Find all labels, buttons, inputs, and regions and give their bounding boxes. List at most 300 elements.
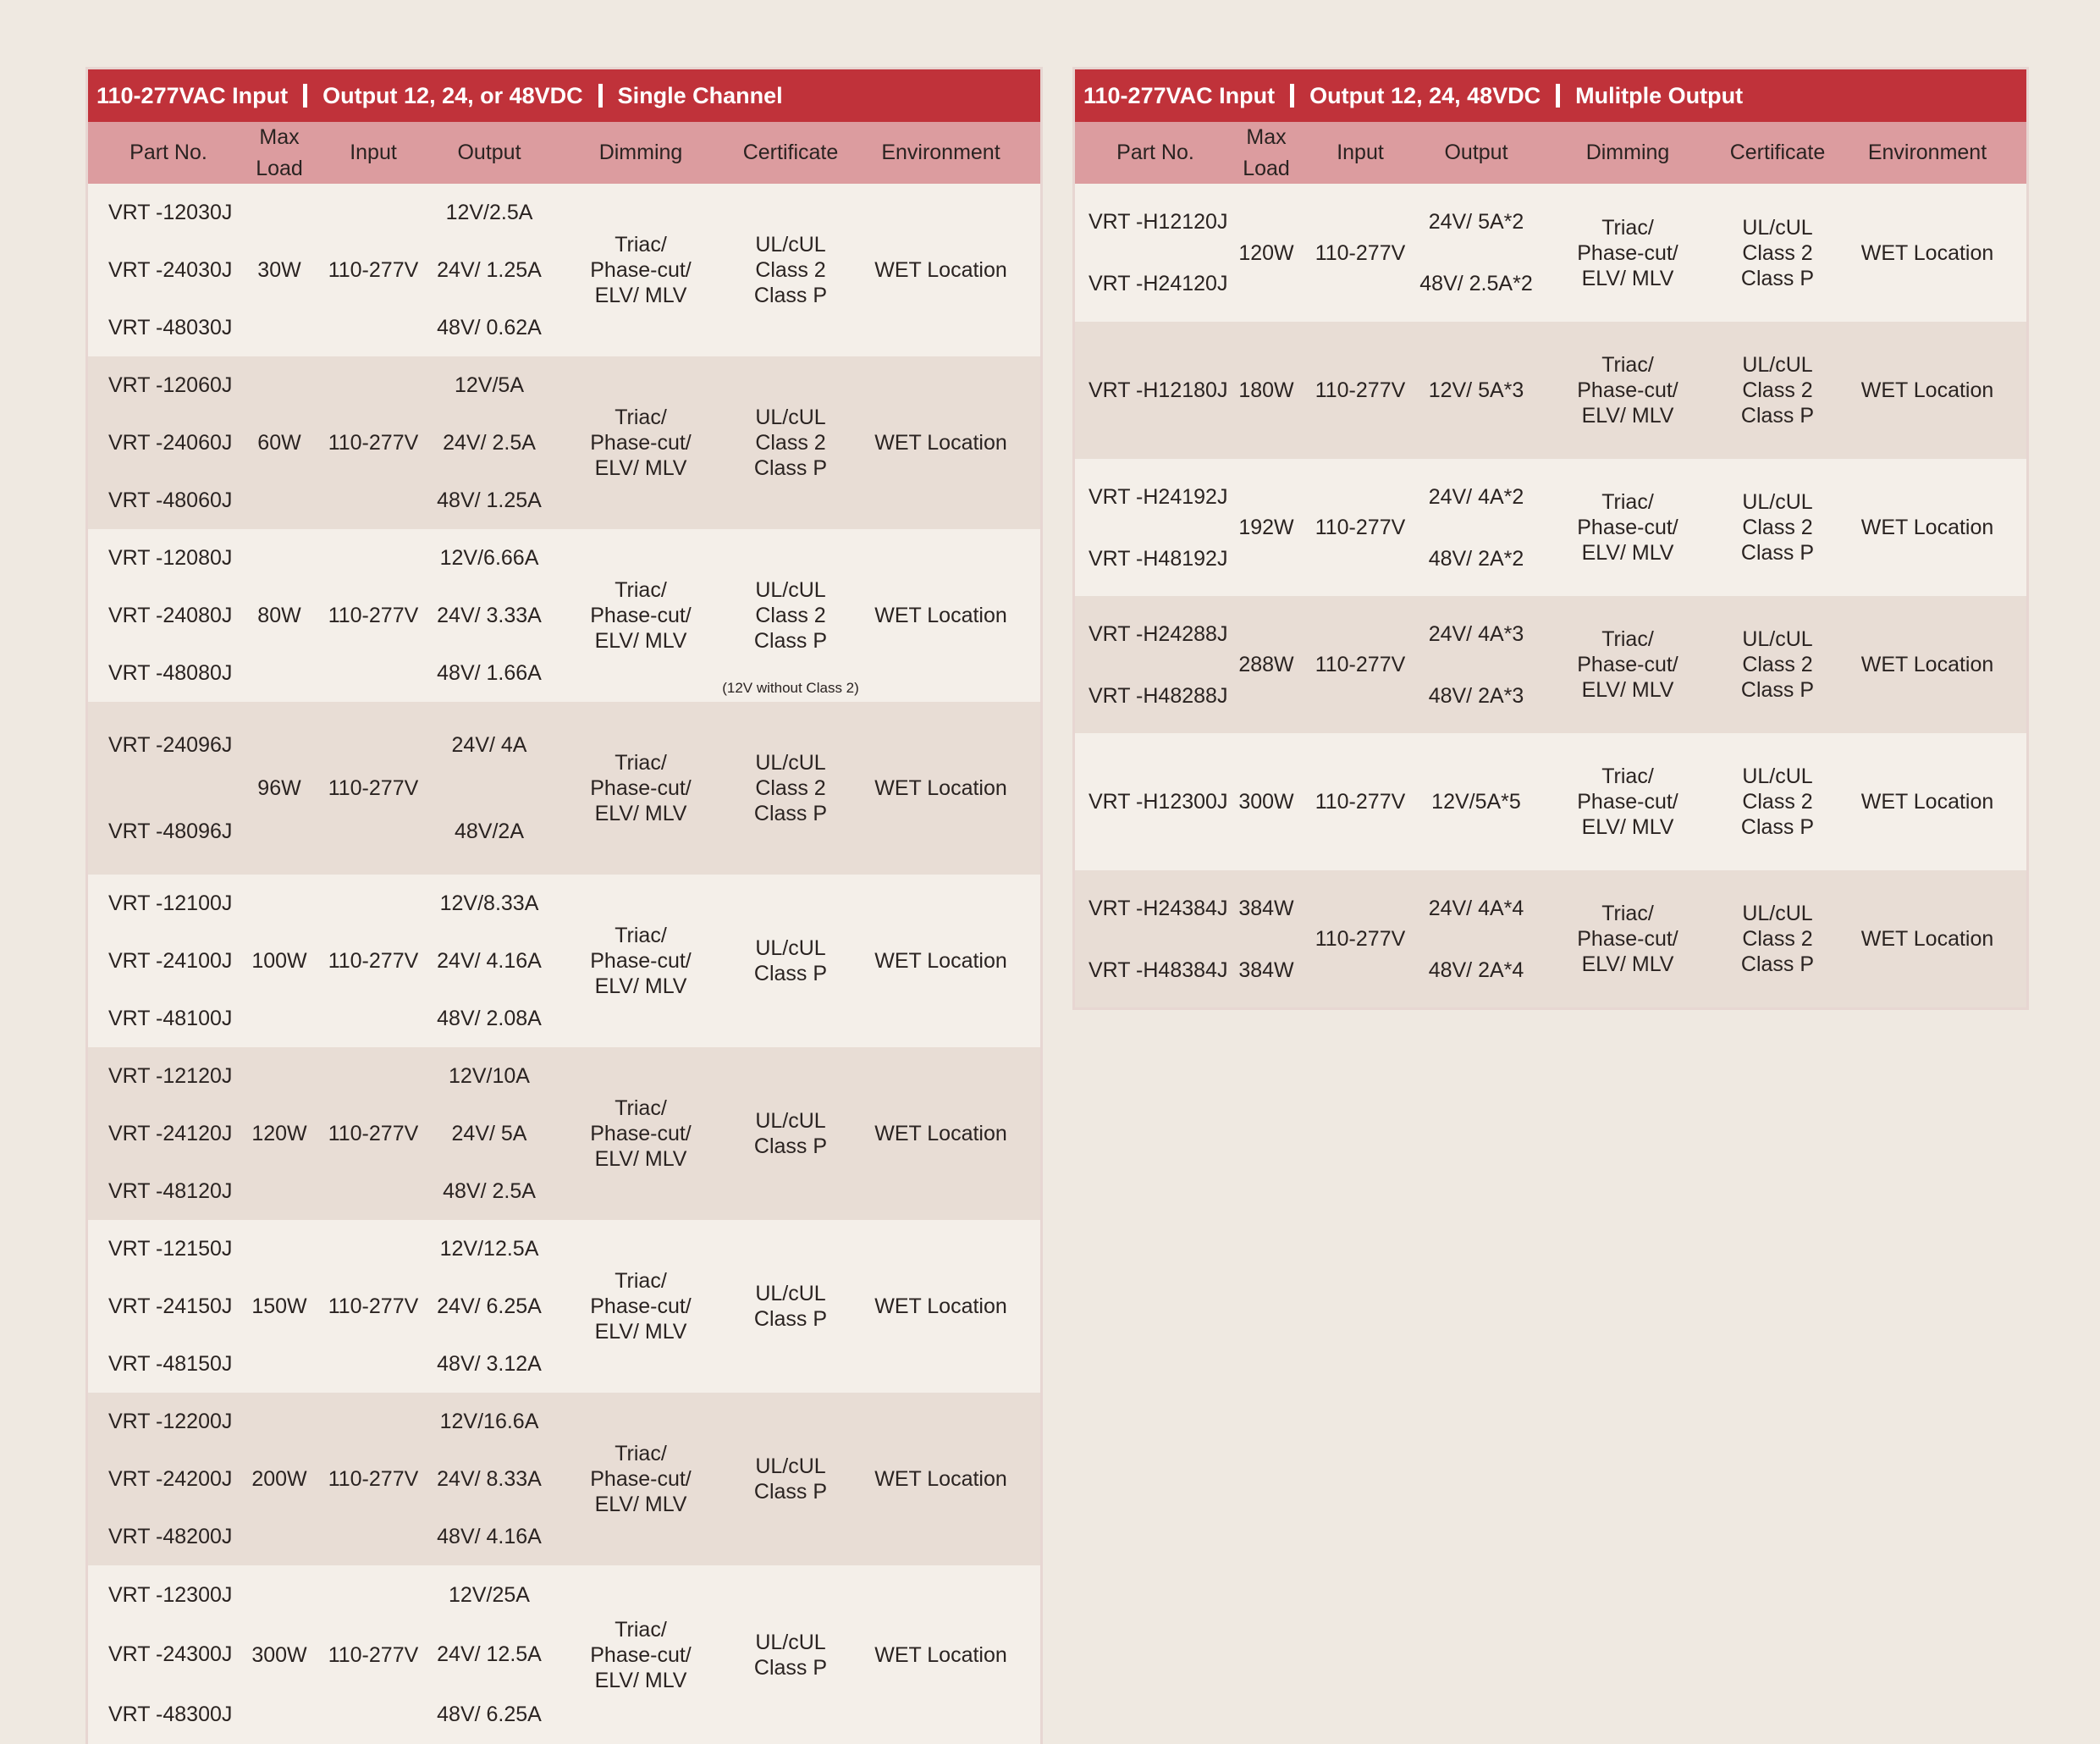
environment-cell (1828, 733, 2026, 870)
input-cell (1297, 322, 1424, 459)
table-header-row (1075, 122, 2026, 184)
header-certificate: Certificate (1729, 141, 1826, 164)
certificate-cell (740, 1220, 841, 1393)
single-channel-table (88, 69, 1040, 1744)
max-load-value: 384W (1238, 896, 1294, 920)
part-number-cell (88, 1393, 249, 1565)
header-dimming: Dimming (1585, 141, 1670, 164)
output-rating: 24V/ 2.5A (443, 431, 536, 455)
output-rating: 24V/ 12.5A (437, 1642, 542, 1667)
output-rating: 12V/10A (449, 1064, 530, 1088)
row-group (88, 702, 1040, 875)
header-max-load-line2: Load (1243, 156, 1290, 180)
max-load-cell (1236, 184, 1297, 322)
part-number: VRT -48030J (108, 316, 233, 339)
input-voltage: 110-277V (328, 949, 419, 973)
header-part-no: Part No. (1116, 141, 1194, 164)
dimming-cell (1529, 322, 1727, 459)
part-number: VRT -12060J (108, 373, 233, 397)
row-group (88, 1565, 1040, 1744)
environment-cell (1828, 870, 2026, 1007)
input-voltage: 110-277V (328, 1467, 419, 1491)
dimming-line: ELV/ MLV (594, 456, 687, 480)
part-number: VRT -24060J (108, 431, 233, 455)
certificate-line: UL/cUL (755, 578, 826, 602)
part-number: VRT -48200J (108, 1525, 233, 1548)
part-number-cell (88, 356, 249, 529)
part-number: VRT -H48192J (1089, 546, 1228, 571)
max-load-cell (1236, 322, 1297, 459)
dimming-line: Triac/ (615, 924, 667, 947)
certificate-line: UL/cUL (1742, 627, 1813, 651)
environment-value: WET Location (874, 1122, 1007, 1145)
input-cell (1297, 459, 1424, 596)
dimming-line: Phase-cut/ (1577, 927, 1678, 951)
certificate-cell (1727, 322, 1828, 459)
dimming-line: Phase-cut/ (590, 1642, 692, 1667)
input-cell (1297, 733, 1424, 870)
certificate-cell (740, 1565, 841, 1744)
environment-value: WET Location (1860, 378, 1994, 402)
part-number: VRT -12080J (108, 546, 233, 570)
title-separator (303, 84, 307, 108)
header-max-load-line1: Max (1246, 124, 1287, 149)
output-cell (1424, 322, 1529, 459)
dimming-line: Phase-cut/ (1577, 653, 1678, 676)
output-cell (437, 1047, 542, 1220)
environment-value: WET Location (874, 949, 1007, 973)
output-rating: 12V/5A*5 (1431, 790, 1521, 814)
table-header-row (88, 122, 1040, 184)
output-rating: 24V/ 4A*4 (1428, 896, 1524, 920)
certificate-cell (1727, 459, 1828, 596)
part-number: VRT -12120J (108, 1064, 233, 1088)
certificate-line: Class P (1740, 952, 1815, 976)
dimming-line: Triac/ (615, 751, 667, 775)
certificate-line: Class 2 (1742, 790, 1813, 814)
certificate-line: Class P (753, 802, 828, 825)
dimming-line: Triac/ (615, 406, 667, 429)
input-voltage: 110-277V (328, 431, 419, 455)
output-rating: 24V/ 4A*2 (1428, 484, 1524, 509)
part-number: VRT -H48384J (1089, 958, 1228, 982)
certificate-line: UL/cUL (755, 233, 826, 257)
title-separator (1290, 84, 1294, 108)
certificate-line: Class P (753, 1134, 828, 1158)
max-load-cell (249, 356, 310, 529)
max-load-value: 180W (1238, 378, 1294, 402)
max-load-cell (249, 184, 310, 356)
input-cell (310, 529, 437, 702)
certificate-line: Class P (753, 456, 828, 480)
part-number: VRT -H12120J (1089, 209, 1228, 234)
part-number: VRT -24200J (108, 1467, 233, 1491)
row-group (88, 1220, 1040, 1393)
dimming-line: Triac/ (1601, 490, 1654, 514)
environment-cell (1828, 459, 2026, 596)
output-rating: 24V/ 8.33A (437, 1467, 542, 1491)
part-number-cell (1075, 184, 1236, 322)
input-cell (1297, 596, 1424, 733)
max-load-cell (1236, 733, 1297, 870)
part-number-cell (88, 529, 249, 702)
certificate-line: Class P (753, 962, 828, 985)
dimming-line: Phase-cut/ (590, 258, 692, 282)
max-load-cell (249, 1220, 310, 1393)
input-cell (1297, 870, 1424, 1007)
max-load-cell (249, 1393, 310, 1565)
output-rating: 24V/ 1.25A (437, 258, 542, 282)
certificate-line: UL/cUL (1742, 490, 1813, 514)
dimming-line: ELV/ MLV (594, 1147, 687, 1171)
part-number-cell (1075, 870, 1236, 1007)
row-group (88, 1393, 1040, 1565)
output-rating: 48V/ 1.25A (437, 488, 542, 512)
dimming-line: Triac/ (1601, 353, 1654, 377)
certificate-line: Class 2 (1742, 240, 1813, 265)
part-number: VRT -12030J (108, 201, 233, 224)
certificate-line: Class 2 (1742, 516, 1813, 539)
environment-value: WET Location (1860, 240, 1994, 265)
certificate-cell (740, 184, 841, 356)
output-rating: 48V/ 6.25A (437, 1702, 542, 1726)
environment-value: WET Location (874, 776, 1007, 800)
max-load-value: 200W (251, 1467, 307, 1491)
input-voltage: 110-277V (328, 1642, 419, 1667)
input-voltage: 110-277V (328, 604, 419, 627)
output-cell (437, 1565, 542, 1744)
part-number-cell (88, 875, 249, 1047)
max-load-cell (249, 1047, 310, 1220)
output-cell (437, 702, 542, 875)
part-number: VRT -48060J (108, 488, 233, 512)
certificate-line: UL/cUL (755, 406, 826, 429)
certificate-line: UL/cUL (755, 1109, 826, 1133)
certificate-line: Class 2 (1742, 378, 1813, 402)
dimming-line: Phase-cut/ (590, 431, 692, 455)
max-load-cell (249, 702, 310, 875)
output-cell (1424, 596, 1529, 733)
output-cell (437, 356, 542, 529)
max-load-value: 120W (251, 1122, 307, 1145)
certificate-cell (740, 356, 841, 529)
part-number: VRT -24300J (108, 1642, 233, 1667)
certificate-line: UL/cUL (1742, 764, 1813, 788)
output-rating: 24V/ 4A (451, 733, 527, 757)
input-cell (310, 356, 437, 529)
output-rating: 48V/ 2A*3 (1428, 683, 1524, 708)
dimming-cell (1529, 184, 1727, 322)
part-number: VRT -H24288J (1089, 621, 1228, 646)
output-cell (437, 529, 542, 702)
certificate-line: Class P (753, 629, 828, 653)
dimming-line: Phase-cut/ (590, 776, 692, 800)
output-rating: 48V/ 4.16A (437, 1525, 542, 1548)
part-number: VRT -H12180J (1089, 378, 1228, 402)
output-rating: 24V/ 5A (451, 1122, 527, 1145)
certificate-line: Class P (1740, 678, 1815, 702)
output-rating: 48V/ 2A*2 (1428, 546, 1524, 571)
dimming-cell (542, 184, 740, 356)
part-number: VRT -12150J (108, 1237, 233, 1261)
dimming-line: Phase-cut/ (590, 1467, 692, 1491)
dimming-line: ELV/ MLV (594, 1493, 687, 1516)
max-load-cell (249, 529, 310, 702)
certificate-line: Class 2 (1742, 653, 1813, 676)
dimming-cell (542, 875, 740, 1047)
dimming-line: ELV/ MLV (1581, 952, 1674, 976)
part-number: VRT -12100J (108, 891, 233, 915)
certificate-line: UL/cUL (1742, 353, 1813, 377)
max-load-value: 300W (251, 1642, 307, 1667)
max-load-value: 384W (1238, 958, 1294, 982)
part-number: VRT -24120J (108, 1122, 233, 1145)
input-voltage: 110-277V (1315, 790, 1406, 814)
dimming-line: Triac/ (615, 1442, 667, 1465)
dimming-line: Triac/ (1601, 215, 1654, 240)
certificate-line: Class P (753, 1655, 828, 1680)
title-output-spec: Output 12, 24, or 48VDC (322, 82, 583, 108)
output-rating: 48V/ 2.08A (437, 1007, 542, 1030)
title-input-spec: 110-277VAC Input (1083, 82, 1276, 108)
part-number-cell (1075, 596, 1236, 733)
part-number-cell (1075, 733, 1236, 870)
certificate-cell (1727, 870, 1828, 1007)
input-voltage: 110-277V (328, 776, 419, 800)
input-cell (1297, 184, 1424, 322)
certificate-cell (1727, 733, 1828, 870)
part-number: VRT -24096J (108, 733, 233, 757)
certificate-line: Class 2 (755, 258, 826, 282)
environment-value: WET Location (1860, 653, 1994, 676)
dimming-line: Triac/ (1601, 764, 1654, 788)
dimming-cell (1529, 596, 1727, 733)
environment-value: WET Location (1860, 516, 1994, 539)
output-rating: 24V/ 5A*2 (1428, 209, 1524, 234)
max-load-value: 100W (251, 949, 307, 973)
dimming-line: Phase-cut/ (590, 949, 692, 973)
header-dimming: Dimming (598, 141, 683, 164)
certificate-line: UL/cUL (755, 936, 826, 960)
output-cell (437, 1393, 542, 1565)
environment-cell (841, 875, 1040, 1047)
part-number: VRT -24150J (108, 1294, 233, 1318)
max-load-value: 120W (1238, 240, 1294, 265)
part-number: VRT -48300J (108, 1702, 233, 1726)
dimming-cell (542, 1220, 740, 1393)
input-voltage: 110-277V (1315, 378, 1406, 402)
output-rating: 48V/ 2.5A*2 (1419, 272, 1533, 296)
max-load-value: 80W (257, 604, 301, 627)
certificate-cell (740, 1393, 841, 1565)
table-title-bar (1075, 69, 2026, 122)
part-number: VRT -48080J (108, 661, 233, 685)
row-group (88, 184, 1040, 356)
dimming-line: Phase-cut/ (590, 1294, 692, 1318)
output-cell (1424, 733, 1529, 870)
certificate-line: Class P (1740, 815, 1815, 839)
input-voltage: 110-277V (1315, 653, 1406, 676)
header-max-load-line2: Load (256, 156, 303, 180)
output-cell (1424, 459, 1529, 596)
certificate-line: UL/cUL (755, 1282, 826, 1305)
max-load-cell (1236, 459, 1297, 596)
output-rating: 48V/ 3.12A (437, 1352, 542, 1376)
header-output: Output (1444, 141, 1508, 164)
dimming-cell (542, 702, 740, 875)
max-load-value: 60W (257, 431, 301, 455)
title-channel-type: Mulitple Output (1575, 82, 1744, 108)
part-number: VRT -48096J (108, 820, 233, 843)
dimming-line: ELV/ MLV (594, 802, 687, 825)
max-load-value: 288W (1238, 653, 1294, 676)
title-output-spec: Output 12, 24, 48VDC (1309, 82, 1541, 108)
output-cell (437, 1220, 542, 1393)
dimming-line: Phase-cut/ (1577, 240, 1678, 265)
output-rating: 48V/ 0.62A (437, 316, 542, 339)
output-cell (1419, 184, 1533, 322)
row-group (88, 529, 1040, 702)
part-number: VRT -48100J (108, 1007, 233, 1030)
output-rating: 12V/8.33A (439, 891, 539, 915)
dimming-cell (542, 1565, 740, 1744)
certificate-line: Class 2 (755, 604, 826, 627)
part-number: VRT -H48288J (1089, 683, 1228, 708)
environment-cell (841, 1220, 1040, 1393)
certificate-line: Class 2 (755, 431, 826, 455)
part-number-cell (88, 1565, 249, 1744)
certificate-cell (740, 702, 841, 875)
output-rating: 48V/2A (454, 820, 524, 843)
output-rating: 24V/ 4A*3 (1428, 621, 1524, 646)
dimming-line: Triac/ (615, 1096, 667, 1120)
dimming-line: Phase-cut/ (1577, 516, 1678, 539)
output-cell (1424, 870, 1529, 1007)
environment-cell (841, 184, 1040, 356)
certificate-line: Class 2 (1742, 927, 1813, 951)
dimming-line: ELV/ MLV (594, 284, 687, 307)
part-number: VRT -24100J (108, 949, 233, 973)
header-output: Output (457, 141, 521, 164)
title-input-spec: 110-277VAC Input (96, 82, 289, 108)
dimming-cell (1529, 459, 1727, 596)
part-number-cell (88, 1220, 249, 1393)
output-rating: 12V/5A (454, 373, 524, 397)
dimming-line: ELV/ MLV (594, 1320, 687, 1344)
input-voltage: 110-277V (328, 1294, 419, 1318)
environment-cell (841, 1565, 1040, 1744)
input-voltage: 110-277V (1315, 927, 1406, 951)
certificate-line: Class P (1740, 266, 1815, 290)
output-rating: 48V/ 1.66A (437, 661, 542, 685)
environment-value: WET Location (874, 1642, 1007, 1667)
row-group (1075, 459, 2026, 596)
header-max-load (249, 122, 310, 184)
part-number-cell (1075, 322, 1236, 459)
row-group (1075, 596, 2026, 733)
environment-cell (1828, 596, 2026, 733)
header-max-load-line1: Max (259, 124, 300, 149)
dimming-line: Phase-cut/ (1577, 790, 1678, 814)
input-cell (310, 1047, 437, 1220)
certificate-cell (1727, 596, 1828, 733)
environment-value: WET Location (874, 604, 1007, 627)
output-rating: 12V/25A (449, 1583, 530, 1608)
certificate-cell (740, 1047, 841, 1220)
dimming-cell (542, 356, 740, 529)
dimming-line: Triac/ (1601, 902, 1654, 925)
row-group (1075, 733, 2026, 870)
dimming-line: Triac/ (1601, 627, 1654, 651)
multiple-output-table (1075, 69, 2026, 1007)
output-cell (437, 184, 542, 356)
environment-value: WET Location (874, 431, 1007, 455)
environment-cell (841, 702, 1040, 875)
row-group (88, 875, 1040, 1047)
part-number-cell (88, 184, 249, 356)
environment-value: WET Location (874, 258, 1007, 282)
output-rating: 12V/12.5A (439, 1237, 539, 1261)
environment-cell (841, 1393, 1040, 1565)
header-environment: Environment (881, 141, 1000, 164)
max-load-cell (249, 875, 310, 1047)
certificate-line: Class P (1740, 541, 1815, 565)
input-voltage: 110-277V (328, 1122, 419, 1145)
dimming-line: Triac/ (615, 233, 667, 257)
environment-value: WET Location (874, 1294, 1007, 1318)
output-rating: 48V/ 2.5A (443, 1179, 536, 1203)
max-load-cell (249, 1565, 310, 1744)
dimming-cell (1529, 870, 1727, 1007)
output-rating: 12V/6.66A (439, 546, 539, 570)
title-separator (1556, 84, 1560, 108)
certificate-cell (740, 875, 841, 1047)
input-cell (310, 1393, 437, 1565)
row-group (1075, 322, 2026, 459)
table-title-bar (88, 69, 1040, 122)
part-number: VRT -H24384J (1089, 896, 1228, 920)
environment-cell (1828, 184, 2026, 322)
dimming-line: Phase-cut/ (1577, 378, 1678, 402)
output-rating: 24V/ 3.33A (437, 604, 542, 627)
certificate-line: Class P (753, 284, 828, 307)
certificate-line: UL/cUL (1742, 902, 1813, 925)
dimming-line: ELV/ MLV (1581, 266, 1674, 290)
part-number: VRT -12300J (108, 1583, 233, 1608)
output-rating: 24V/ 4.16A (437, 949, 542, 973)
header-environment: Environment (1867, 141, 1987, 164)
row-group (88, 1047, 1040, 1220)
output-rating: 12V/2.5A (445, 201, 533, 224)
part-number-cell (88, 702, 249, 875)
input-voltage: 110-277V (328, 258, 419, 282)
output-rating: 12V/16.6A (439, 1410, 539, 1433)
dimming-line: Triac/ (615, 578, 667, 602)
environment-cell (841, 529, 1040, 702)
certificate-cell (1727, 184, 1828, 322)
input-voltage: 110-277V (1315, 240, 1406, 265)
header-input: Input (350, 141, 397, 164)
environment-value: WET Location (1860, 790, 1994, 814)
table-body (88, 184, 1040, 1744)
input-cell (310, 184, 437, 356)
output-rating: 48V/ 2A*4 (1428, 958, 1524, 982)
row-group (1075, 870, 2026, 1007)
dimming-cell (1529, 733, 1727, 870)
certificate-line: Class P (753, 1480, 828, 1504)
part-number-cell (1075, 459, 1236, 596)
dimming-cell (542, 1393, 740, 1565)
